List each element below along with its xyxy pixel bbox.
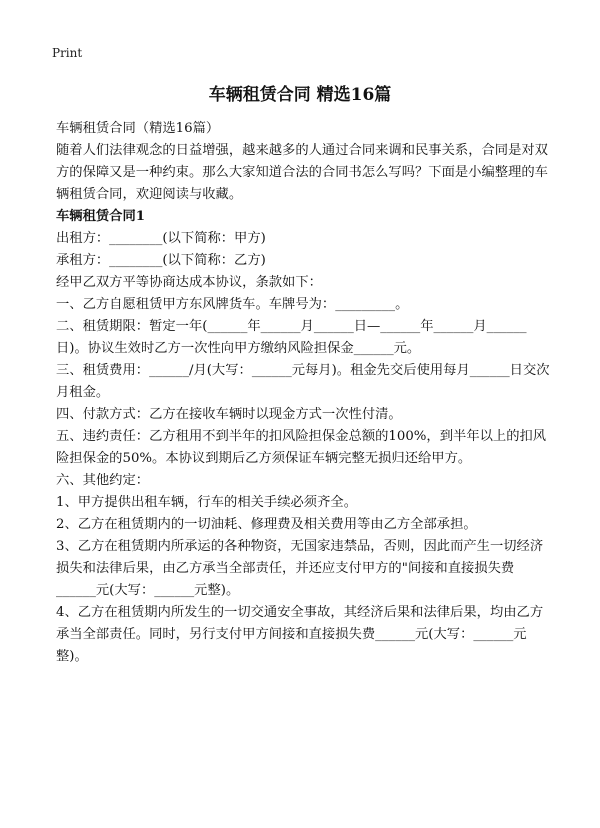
other-term-1: 1、甲方提供出租车辆，行车的相关手续必须齐全。	[56, 495, 357, 510]
other-term-4: 4、乙方在租赁期内所发生的一切交通安全事故，其经济后果和法律后果，均由乙方承当全部责任。同时，另行支付甲方间接和直接损失费______元(大写：______元整)。	[56, 605, 544, 664]
lessee-line: 承租方：________(以下简称：乙方)	[56, 253, 266, 268]
intro-paragraph: 随着人们法律观念的日益增强，越来越多的人通过合同来调和民事关系，合同是对双方的保障又是一种约束。那么大家知道合法的合同书怎么写吗？下面是小编整理的车辆租赁合同，欢迎阅读与收藏。	[56, 143, 548, 202]
document-title: 车辆租赁合同 精选16篇	[208, 85, 392, 105]
clause-2: 二、租赁期限：暂定一年(______年______月______日—______年______月______日)。协议生效时乙方一次性向甲方缴纳风险担保金______元。	[56, 319, 527, 356]
section-heading: 车辆租赁合同1	[56, 209, 146, 224]
other-term-3: 3、乙方在租赁期内所承运的各种物资，无国家违禁品，否则，因此而产生一切经济损失和法律后果，由乙方承当全部责任，并还应支付甲方的"间接和直接损失费______元(大写：______元整)。	[56, 539, 544, 598]
other-term-2: 2、乙方在租赁期内的一切油耗、修理费及相关费用等由乙方全部承担。	[56, 517, 477, 532]
clause-5: 五、违约责任：乙方租用不到半年的扣风险担保金总额的100%，到半年以上的扣风险担保金的50%。本协议到期后乙方须保证车辆完整无损归还给甲方。	[56, 429, 547, 466]
agreement-line: 经甲乙双方平等协商达成本协议，条款如下：	[56, 275, 322, 290]
clause-4: 四、付款方式：乙方在接收车辆时以现金方式一次性付清。	[56, 407, 402, 422]
clause-1: 一、乙方自愿租赁甲方东风牌货车。车牌号为：_________。	[56, 297, 409, 312]
document-body	[56, 118, 550, 668]
document-subtitle: 车辆租赁合同（精选16篇）	[56, 121, 220, 136]
clause-3: 三、租赁费用：______/月(大写：______元每月)。租金先交后使用每月______日交次月租金。	[56, 363, 550, 400]
print-link[interactable]: Print	[52, 46, 83, 60]
lessor-line: 出租方：________(以下简称：甲方)	[56, 231, 266, 246]
clause-6-heading: 六、其他约定：	[56, 473, 150, 488]
